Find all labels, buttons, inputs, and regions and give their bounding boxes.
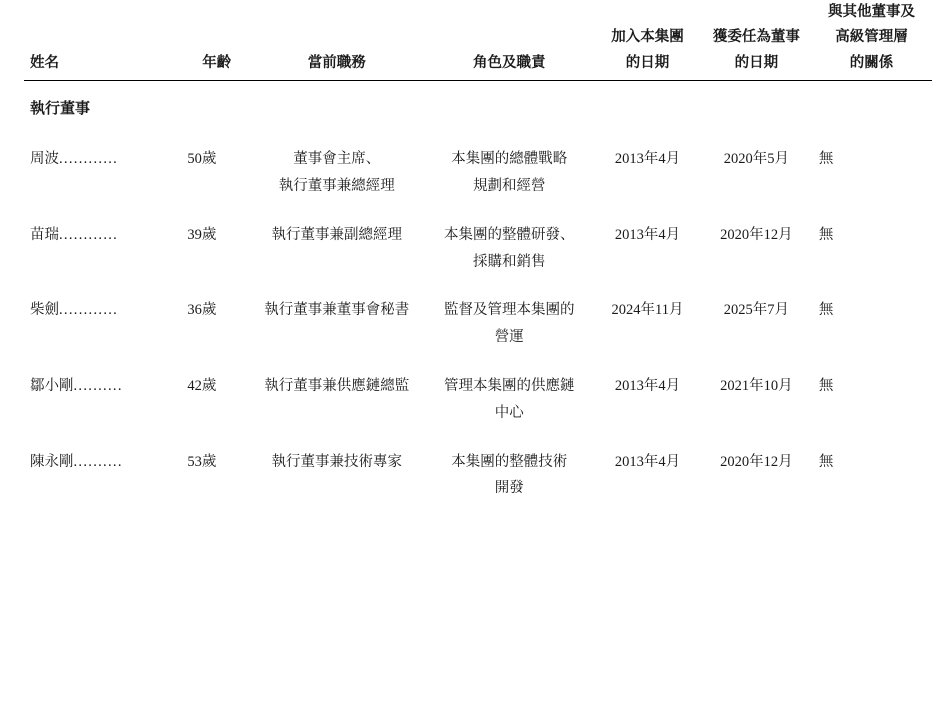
column-header-appointed-date: 獲委任為董事 的日期 — [702, 0, 811, 81]
cell-age: 53歲 — [187, 453, 217, 470]
table-row — [24, 351, 932, 427]
cell-relationship: 無 — [818, 378, 834, 394]
table-row — [24, 427, 932, 503]
leader-dots: .......... — [73, 378, 123, 394]
cell-appointed-date: 2020年5月 — [723, 151, 790, 168]
director-name: 陳永剛 — [30, 453, 74, 470]
cell-position: 執行董事兼供應鏈總監 — [264, 378, 410, 394]
cell-appointed-date: 2020年12月 — [720, 453, 793, 470]
cell-relationship: 無 — [818, 226, 834, 243]
table-row — [24, 200, 932, 276]
director-name: 苗瑞 — [30, 226, 59, 243]
cell-relationship: 無 — [818, 151, 834, 168]
director-name: 柴劍 — [30, 302, 59, 319]
leader-dots: ............ — [59, 226, 119, 243]
column-header-role: 角色及職責 — [426, 0, 593, 81]
table-row — [24, 124, 932, 200]
cell-relationship: 無 — [818, 453, 834, 470]
column-header-relationship: 與其他董事及 高級管理層 的關係 — [811, 0, 932, 81]
column-header-joined-date: 加入本集團 的日期 — [593, 0, 702, 81]
cell-appointed-date: 2021年10月 — [720, 378, 793, 394]
cell-appointed-date: 2025年7月 — [723, 302, 790, 319]
leader-dots: ............ — [59, 151, 119, 168]
cell-joined-date: 2013年4月 — [614, 378, 681, 394]
column-header-position: 當前職務 — [248, 0, 426, 81]
table-header — [24, 0, 932, 81]
cell-role: 監督及管理本集團的 營運 — [444, 302, 575, 346]
cell-age: 50歲 — [187, 151, 217, 168]
cell-appointed-date: 2020年12月 — [720, 226, 793, 243]
cell-role: 本集團的整體研發、 採購和銷售 — [444, 226, 575, 270]
cell-joined-date: 2013年4月 — [614, 453, 681, 470]
cell-relationship: 無 — [818, 302, 834, 319]
leader-dots: ............ — [59, 302, 119, 319]
cell-position: 執行董事兼董事會秘書 — [264, 302, 410, 319]
cell-name — [24, 427, 185, 503]
column-header-name: 姓名 — [24, 0, 185, 81]
cell-joined-date: 2013年4月 — [614, 151, 681, 168]
directors-table — [24, 0, 932, 502]
cell-age: 42歲 — [187, 378, 217, 394]
director-name: 周波 — [30, 151, 59, 168]
cell-name — [24, 351, 185, 427]
table-row — [24, 275, 932, 351]
cell-position: 執行董事兼副總經理 — [271, 226, 402, 243]
section-heading-label: 執行董事 — [30, 101, 91, 118]
cell-role: 本集團的總體戰略 規劃和經營 — [451, 151, 568, 194]
cell-joined-date: 2024年11月 — [611, 302, 684, 319]
cell-joined-date: 2013年4月 — [614, 226, 681, 243]
cell-position: 董事會主席、 執行董事兼總經理 — [278, 151, 395, 194]
column-header-age: 年齡 — [185, 0, 248, 81]
cell-name — [24, 124, 185, 200]
cell-name — [24, 275, 185, 351]
cell-age: 36歲 — [187, 302, 217, 319]
cell-name — [24, 200, 185, 276]
cell-position: 執行董事兼技術專家 — [271, 453, 402, 470]
director-name: 鄒小剛 — [30, 378, 74, 394]
table-body — [24, 81, 932, 503]
cell-role: 本集團的整體技術 開發 — [451, 453, 568, 497]
cell-role: 管理本集團的供應鏈 中心 — [444, 378, 575, 421]
cell-age: 39歲 — [187, 226, 217, 243]
section-heading-row — [24, 81, 932, 125]
leader-dots: .......... — [73, 453, 123, 470]
